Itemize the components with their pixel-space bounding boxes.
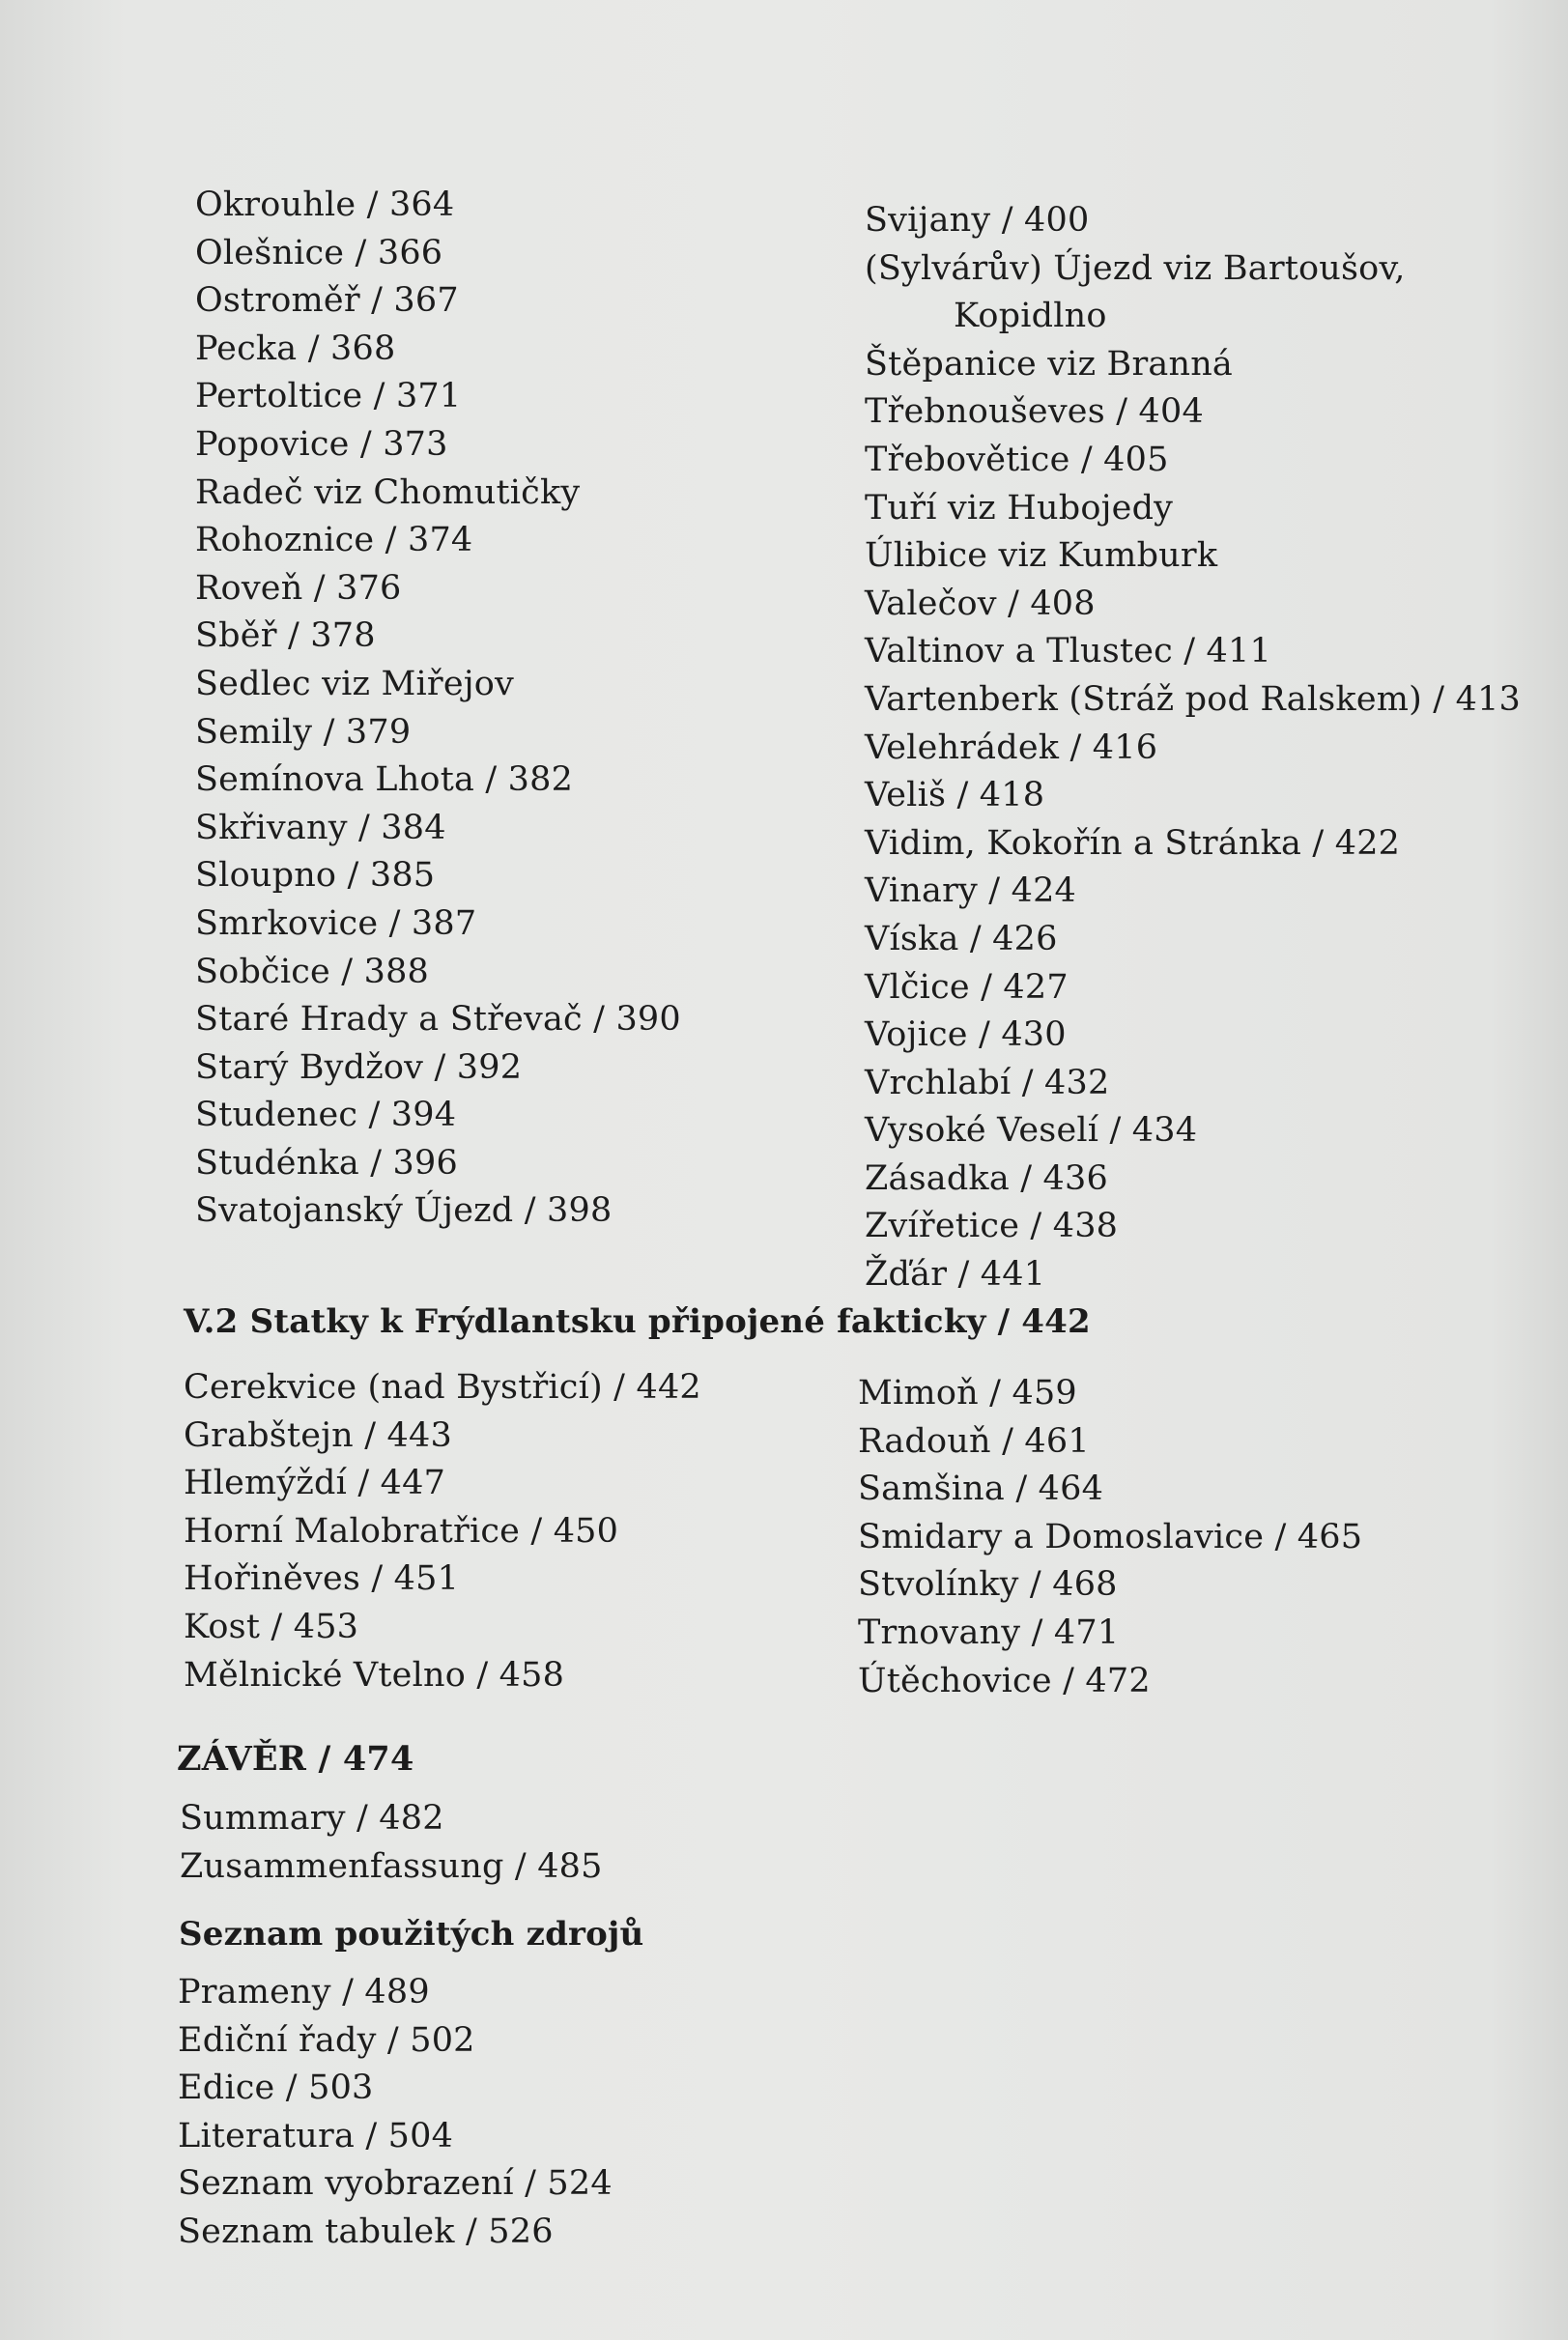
toc-entry: Zusammenfassung / 485 (180, 1846, 603, 1886)
toc-entry-continuation: Kopidlno (954, 297, 1107, 336)
toc-entry: Summary / 482 (180, 1799, 444, 1838)
toc-entry: Roveň / 376 (195, 568, 402, 608)
toc-entry: Hořiněves / 451 (184, 1559, 460, 1599)
toc-entry: Valtinov a Tlustec / 411 (865, 632, 1271, 671)
toc-entry: Staré Hrady a Střevač / 390 (195, 1000, 681, 1040)
toc-entry: Zvířetice / 438 (865, 1207, 1119, 1246)
toc-entry: Seznam tabulek / 526 (178, 2212, 554, 2251)
toc-entry: Radeč viz Chomutičky (195, 472, 581, 512)
sources-list (178, 1969, 613, 2257)
toc-entry: Cerekvice (nad Bystřicí) / 442 (184, 1368, 701, 1407)
toc-entry: Hlemýždí / 447 (184, 1464, 446, 1503)
toc-entry: Mělnické Vtelno / 458 (184, 1655, 565, 1695)
sources-heading: Seznam použitých zdrojů (179, 1915, 644, 1954)
toc-entry: Semily / 379 (195, 712, 412, 752)
toc-entry: Radouň / 461 (858, 1421, 1090, 1461)
toc-entry: Velehrádek / 416 (865, 728, 1158, 767)
toc-entry: Studénka / 396 (195, 1143, 458, 1183)
toc-entry: Literatura / 504 (178, 2116, 454, 2155)
conclusion-heading: ZÁVĚR / 474 (177, 1739, 414, 1779)
toc-entry: Popovice / 373 (195, 424, 448, 464)
toc-entry: Prameny / 489 (178, 1973, 430, 2012)
toc-entry: Vartenberk (Stráž pod Ralskem) / 413 (865, 679, 1522, 719)
toc-entry: Studenec / 394 (195, 1096, 457, 1135)
toc-entry: Skřivany / 384 (195, 808, 446, 847)
toc-entry: Stvolínky / 468 (858, 1565, 1118, 1605)
toc-entry: Horní Malobratřice / 450 (184, 1511, 619, 1551)
toc-entry: Víska / 426 (865, 919, 1058, 958)
toc-entry: Vysoké Veselí / 434 (865, 1111, 1198, 1151)
toc-entry: Svijany / 400 (865, 201, 1090, 240)
toc-entry: Úlibice viz Kumburk (865, 536, 1218, 576)
toc-entry: Semínova Lhota / 382 (195, 760, 574, 800)
toc-entry: Samšina / 464 (858, 1470, 1104, 1509)
toc-entry: (Sylvárův) Újezd viz Bartoušov, (865, 248, 1406, 288)
toc-entry: Vrchlabí / 432 (865, 1063, 1110, 1102)
section-column-left (184, 1364, 701, 1699)
toc-entry: Smidary a Domoslavice / 465 (858, 1517, 1363, 1556)
toc-entry: Valečov / 408 (865, 584, 1096, 623)
toc-entry: Svatojanský Újezd / 398 (195, 1191, 613, 1231)
toc-entry: Vidim, Kokořín a Stránka / 422 (865, 823, 1401, 863)
toc-entry: Třebovětice / 405 (865, 440, 1169, 479)
toc-column-left (195, 182, 681, 1236)
toc-entry: Grabštejn / 443 (184, 1415, 452, 1455)
toc-entry: Sloupno / 385 (195, 856, 436, 896)
toc-entry: Sedlec viz Miřejov (195, 664, 515, 703)
toc-entry: Pecka / 368 (195, 328, 396, 368)
toc-entry: Mimoň / 459 (858, 1374, 1077, 1413)
toc-entry: Seznam vyobrazení / 524 (178, 2164, 613, 2204)
toc-entry: Tuří viz Hubojedy (865, 488, 1174, 528)
toc-entry: Okrouhle / 364 (195, 185, 455, 224)
toc-entry: Ediční řady / 502 (178, 2020, 475, 2060)
toc-entry: Starý Bydžov / 392 (195, 1047, 523, 1087)
toc-entry: Ostroměř / 367 (195, 281, 459, 321)
section-heading: V.2 Statky k Frýdlantsku připojené fakticky / 442 (184, 1302, 1091, 1341)
toc-entry: Třebnouševes / 404 (865, 392, 1204, 432)
toc-entry: Sobčice / 388 (195, 952, 430, 991)
toc-entry: Zásadka / 436 (865, 1158, 1108, 1198)
toc-entry: Olešnice / 366 (195, 233, 443, 272)
toc-entry: Vojice / 430 (865, 1015, 1067, 1055)
toc-entry: Pertoltice / 371 (195, 377, 462, 416)
toc-entry: Štěpanice viz Branná (865, 344, 1234, 384)
conclusion-list (180, 1795, 603, 1891)
toc-entry: Rohoznice / 374 (195, 521, 473, 560)
toc-entry: Sběř / 378 (195, 616, 376, 656)
toc-entry: Vinary / 424 (865, 871, 1077, 911)
toc-entry: Trnovany / 471 (858, 1612, 1120, 1652)
toc-entry: Vlčice / 427 (865, 967, 1069, 1007)
toc-entry: Smrkovice / 387 (195, 903, 477, 943)
toc-entry: Útěchovice / 472 (858, 1661, 1151, 1700)
toc-entry: Veliš / 418 (865, 776, 1045, 815)
toc-entry: Žďár / 441 (865, 1255, 1046, 1295)
toc-column-right (865, 197, 1521, 1299)
toc-entry: Edice / 503 (178, 2069, 374, 2108)
section-column-right (858, 1370, 1362, 1705)
toc-entry: Kost / 453 (184, 1607, 359, 1646)
